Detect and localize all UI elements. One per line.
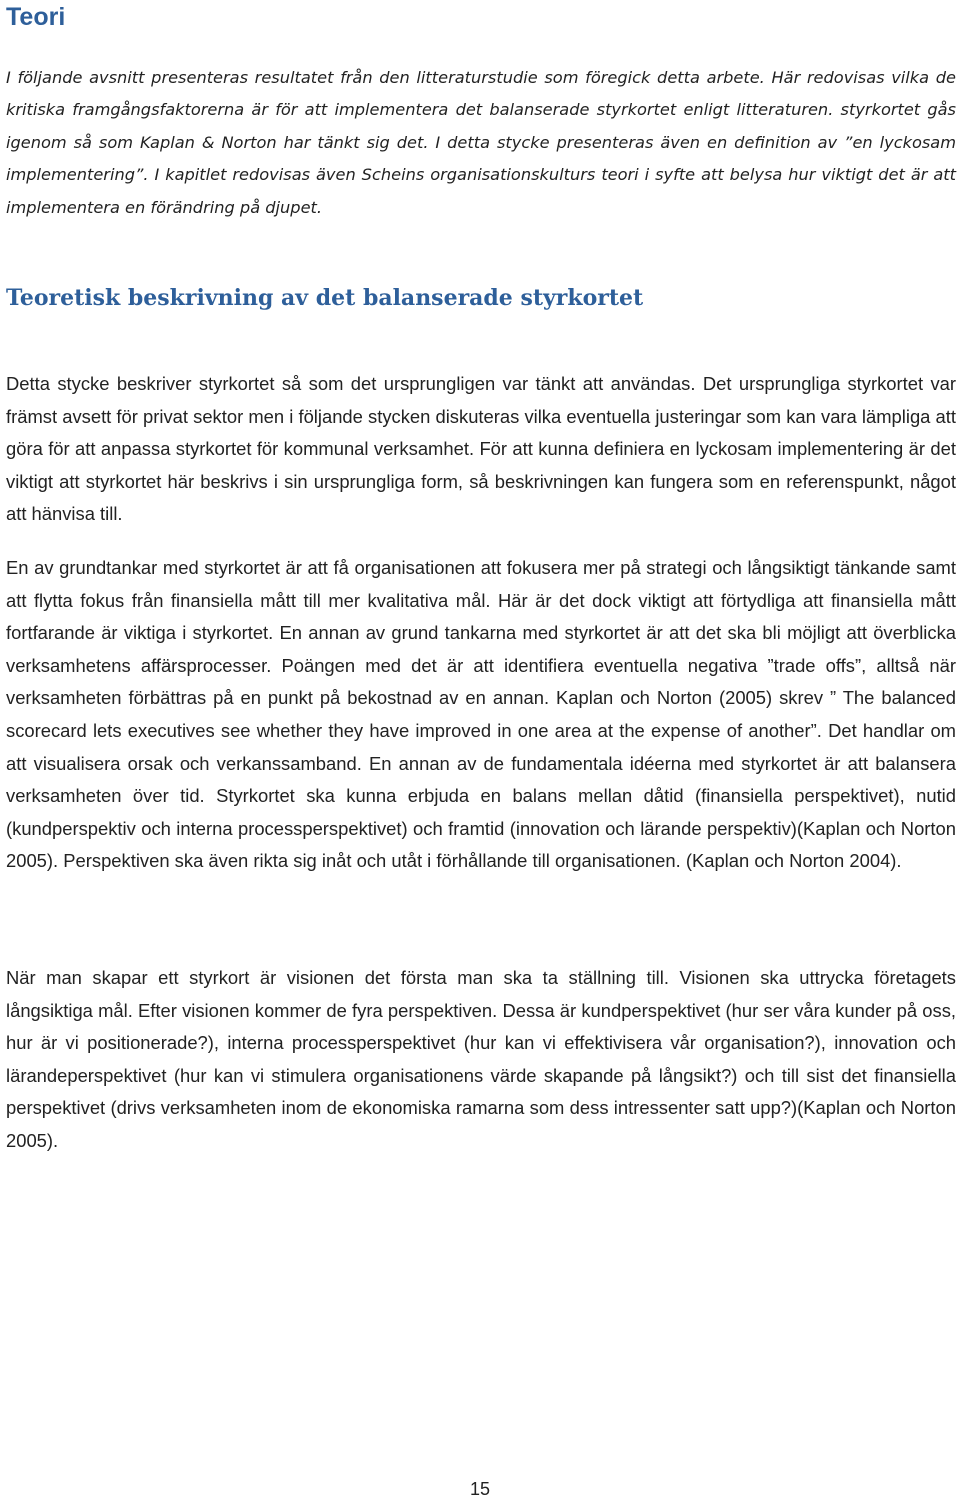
body-paragraph: Detta stycke beskriver styrkortet så som det ursprungligen var tänkt att användas. Det ursprungliga styrkortet var främst avsett för privat sektor men i följande stycken diskuteras vilka eventuella justeringar som kan vara lämpliga att göra för att anpassa styrkortet för kommunal verksamhet. För att kunna definiera en lyckosam implementering är det viktigt att styrkortet här beskrivs i sin ursprungliga form, så beskrivningen kan fungera som en referenspunkt, något att hänvisa till. — [6, 373, 956, 525]
body-paragraph: En av grundtankar med styrkortet är att få organisationen att fokusera mer på strategi och långsiktigt tänkande samt att flytta fokus från finansiella mått till mer kvalitativa mål. Här är det dock viktigt att förtydliga att finansiella mått fortfarande är viktiga i styrkortet. En annan av grund tankarna med styrkortet är att det ska bli möjligt att överblicka verksamhetens affärsprocesser. Poängen med det är att identifiera eventuella negativa ”trade offs”, alltså när verksamheten förbättras på en punkt på bekostnad av en annan. Kaplan och Norton (2005) skrev ” The balanced scorecard lets executives see whether they have improved in one area at the expense of another”. Det handlar om att visualisera orsak och verkanssamband. En annan av de fundamentala idéerna med styrkortet är att balansera verksamheten över tid. Styrkortet ska kunna erbjuda en balans mellan dåtid (finansiella perspektivet), nutid (kundperspektiv och interna processperspektivet) och framtid (innovation och lärande perspektiv)(Kaplan och Norton 2005). Perspektiven ska även rikta sig inåt och utåt i förhållande till organisationen. (Kaplan och Norton 2004). — [6, 557, 956, 872]
subsection-heading: Teoretisk beskrivning av det balanserade styrkortet — [6, 285, 644, 311]
page-number: 15 — [469, 1479, 491, 1499]
section-heading: Teori — [6, 3, 66, 31]
body-paragraph: När man skapar ett styrkort är visionen det första man ska ta ställning till. Visionen ska uttrycka företagets långsiktiga mål. Efter visionen kommer de fyra perspektiven. Dessa är kundperspektivet (hur ser våra kunder på oss, hur är vi positionerade?), interna processperspektivet (hur kan vi effektivisera vår organisation?), innovation och lärandeperspektivet (hur kan vi stimulera organisationens värde skapande på långsikt?) och till sist det finansiella perspektivet (drivs verksamheten inom de ekonomiska ramarna som dess intressenter satt upp?)(Kaplan och Norton 2005). — [6, 967, 956, 1151]
intro-paragraph: I följande avsnitt presenteras resultatet från den litteraturstudie som föregick detta arbete. Här redovisas vilka de kritiska framgångsfaktorerna är för att implementera det balanserade styrkortet enligt litteraturen. styrkortet gås igenom så som Kaplan & Norton har tänkt sig det. I detta stycke presenteras även en definition av ”en lyckosam implementering”. I kapitlet redovisas även Scheins organisationskulturs teori i syfte att belysa hur viktigt det är att implementera en förändring på djupet. — [6, 68, 956, 217]
